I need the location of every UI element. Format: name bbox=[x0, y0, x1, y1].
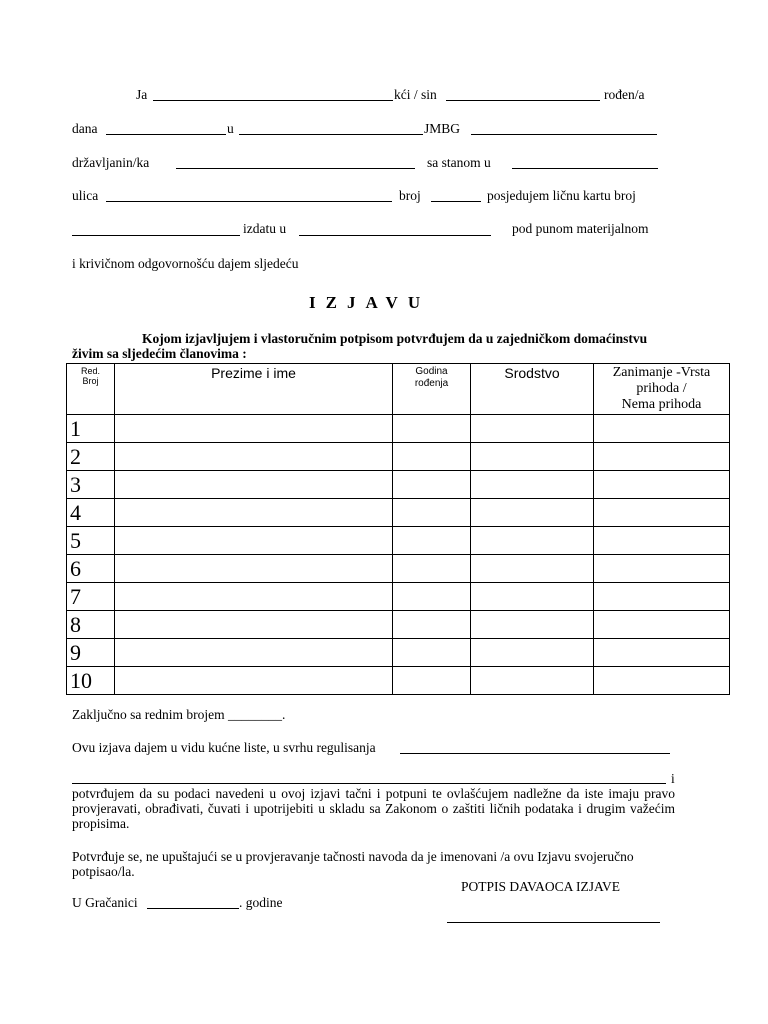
purpose-field[interactable] bbox=[400, 753, 670, 754]
row-number: 2 bbox=[67, 443, 115, 471]
row-number: 6 bbox=[67, 555, 115, 583]
i-suffix: i bbox=[671, 771, 675, 786]
u-label: u bbox=[227, 121, 234, 136]
izdatu-label: izdatu u bbox=[243, 221, 287, 236]
row-number: 4 bbox=[67, 499, 115, 527]
row-birth-year-cell[interactable] bbox=[393, 499, 471, 527]
row-birth-year-cell[interactable] bbox=[393, 471, 471, 499]
id-card-number-field[interactable] bbox=[72, 235, 240, 236]
row-number: 9 bbox=[67, 639, 115, 667]
row-birth-year-cell[interactable] bbox=[393, 611, 471, 639]
row-relation-cell[interactable] bbox=[471, 527, 594, 555]
row-occupation-cell[interactable] bbox=[594, 583, 730, 611]
dana-label: dana bbox=[72, 121, 98, 136]
zakljucno-text: Zaključno sa rednim brojem ________. bbox=[72, 707, 286, 722]
row-relation-cell[interactable] bbox=[471, 611, 594, 639]
row-occupation-cell[interactable] bbox=[594, 611, 730, 639]
table-row bbox=[67, 611, 730, 639]
u-gracanici-label: U Gračanici bbox=[72, 895, 138, 910]
posjedujem-label: posjedujem ličnu kartu broj bbox=[487, 188, 636, 203]
ovu-izjavu-text: Ovu izjava dajem u vidu kućne liste, u svrhu regulisanja bbox=[72, 740, 376, 755]
table-row bbox=[67, 415, 730, 443]
jmbg-field[interactable] bbox=[471, 134, 657, 135]
row-name-cell[interactable] bbox=[115, 527, 393, 555]
broj-label: broj bbox=[399, 188, 421, 203]
row-occupation-cell[interactable] bbox=[594, 471, 730, 499]
header-godina-rodenja: Godina rođenja bbox=[393, 364, 471, 415]
row-occupation-cell[interactable] bbox=[594, 527, 730, 555]
signature-field[interactable] bbox=[447, 922, 660, 923]
row-number: 5 bbox=[67, 527, 115, 555]
roden-label: rođen/a bbox=[604, 87, 645, 102]
row-name-cell[interactable] bbox=[115, 667, 393, 695]
confirmation-paragraph: Potvrđuje se, ne upuštajući se u provjeravanje tačnosti navoda da je imenovani /a ovu Izjavu svojeručno potpisao/la. bbox=[72, 849, 634, 879]
row-birth-year-cell[interactable] bbox=[393, 583, 471, 611]
ulica-label: ulica bbox=[72, 188, 99, 203]
row-occupation-cell[interactable] bbox=[594, 639, 730, 667]
row-number: 10 bbox=[67, 667, 115, 695]
table-header-row bbox=[67, 364, 730, 415]
row-relation-cell[interactable] bbox=[471, 471, 594, 499]
row-birth-year-cell[interactable] bbox=[393, 443, 471, 471]
consent-paragraph: potvrđujem da su podaci navedeni u ovoj izjavi tačni i potpuni te ovlašćujem nadležne da iste imaju pravo provjeravati, obrađivati, čuvati i upotrijebiti u skladu sa Zakonom o zaštiti ličnih podataka i drugim važećim propisima. bbox=[72, 786, 675, 831]
row-relation-cell[interactable] bbox=[471, 583, 594, 611]
intro-line-1: Kojom izjavljujem i vlastoručnim potpisom potvrđujem da u zajedničkom domaćinstvu bbox=[142, 331, 648, 346]
table-row bbox=[67, 639, 730, 667]
godine-label: . godine bbox=[239, 895, 283, 910]
house-number-field[interactable] bbox=[431, 201, 481, 202]
row-number: 8 bbox=[67, 611, 115, 639]
row-relation-cell[interactable] bbox=[471, 639, 594, 667]
table-row bbox=[67, 667, 730, 695]
date-field[interactable] bbox=[147, 908, 239, 909]
row-name-cell[interactable] bbox=[115, 415, 393, 443]
row-name-cell[interactable] bbox=[115, 611, 393, 639]
row-relation-cell[interactable] bbox=[471, 443, 594, 471]
header-srodstvo: Srodstvo bbox=[471, 364, 594, 415]
table-row bbox=[67, 527, 730, 555]
table-row bbox=[67, 555, 730, 583]
row-name-cell[interactable] bbox=[115, 583, 393, 611]
row-relation-cell[interactable] bbox=[471, 415, 594, 443]
residence-field[interactable] bbox=[512, 168, 658, 169]
table-row bbox=[67, 443, 730, 471]
street-field[interactable] bbox=[106, 201, 392, 202]
intro-line-2: živim sa sljedećim članovima : bbox=[72, 346, 247, 361]
birth-place-field[interactable] bbox=[239, 134, 423, 135]
row-occupation-cell[interactable] bbox=[594, 499, 730, 527]
table-row bbox=[67, 471, 730, 499]
birth-date-field[interactable] bbox=[106, 134, 226, 135]
household-members-table bbox=[66, 363, 730, 695]
row-name-cell[interactable] bbox=[115, 443, 393, 471]
row-name-cell[interactable] bbox=[115, 499, 393, 527]
row-birth-year-cell[interactable] bbox=[393, 527, 471, 555]
responsibility-text: i krivičnom odgovornošću dajem sljedeću bbox=[72, 256, 299, 271]
purpose-field-continued[interactable] bbox=[72, 783, 666, 784]
row-occupation-cell[interactable] bbox=[594, 555, 730, 583]
sa-stanom-label: sa stanom u bbox=[427, 155, 491, 170]
row-relation-cell[interactable] bbox=[471, 499, 594, 527]
issued-in-field[interactable] bbox=[299, 235, 491, 236]
name-field[interactable] bbox=[153, 100, 393, 101]
citizenship-field[interactable] bbox=[176, 168, 415, 169]
signature-label: POTPIS DAVAOCA IZJAVE bbox=[461, 879, 621, 894]
row-number: 1 bbox=[67, 415, 115, 443]
header-prezime-ime: Prezime i ime bbox=[115, 364, 393, 415]
row-birth-year-cell[interactable] bbox=[393, 555, 471, 583]
header-red-broj: Red. Broj bbox=[67, 364, 115, 415]
row-birth-year-cell[interactable] bbox=[393, 667, 471, 695]
row-relation-cell[interactable] bbox=[471, 667, 594, 695]
drzavljanin-label: državljanin/ka bbox=[72, 155, 150, 170]
header-zanimanje: Zanimanje -Vrsta prihoda / Nema prihoda bbox=[594, 364, 730, 415]
row-birth-year-cell[interactable] bbox=[393, 639, 471, 667]
row-number: 3 bbox=[67, 471, 115, 499]
row-occupation-cell[interactable] bbox=[594, 667, 730, 695]
row-name-cell[interactable] bbox=[115, 471, 393, 499]
row-name-cell[interactable] bbox=[115, 555, 393, 583]
ja-label: Ja bbox=[136, 87, 148, 102]
table-row bbox=[67, 583, 730, 611]
row-birth-year-cell[interactable] bbox=[393, 415, 471, 443]
row-occupation-cell[interactable] bbox=[594, 443, 730, 471]
document-title: IZJAVU bbox=[309, 293, 431, 312]
table-row bbox=[67, 499, 730, 527]
row-name-cell[interactable] bbox=[115, 639, 393, 667]
pod-punom-label: pod punom materijalnom bbox=[512, 221, 649, 236]
row-number: 7 bbox=[67, 583, 115, 611]
row-occupation-cell[interactable] bbox=[594, 415, 730, 443]
row-relation-cell[interactable] bbox=[471, 555, 594, 583]
parent-name-field[interactable] bbox=[446, 100, 600, 101]
kci-sin-label: kći / sin bbox=[394, 87, 437, 102]
jmbg-label: JMBG bbox=[424, 121, 461, 136]
